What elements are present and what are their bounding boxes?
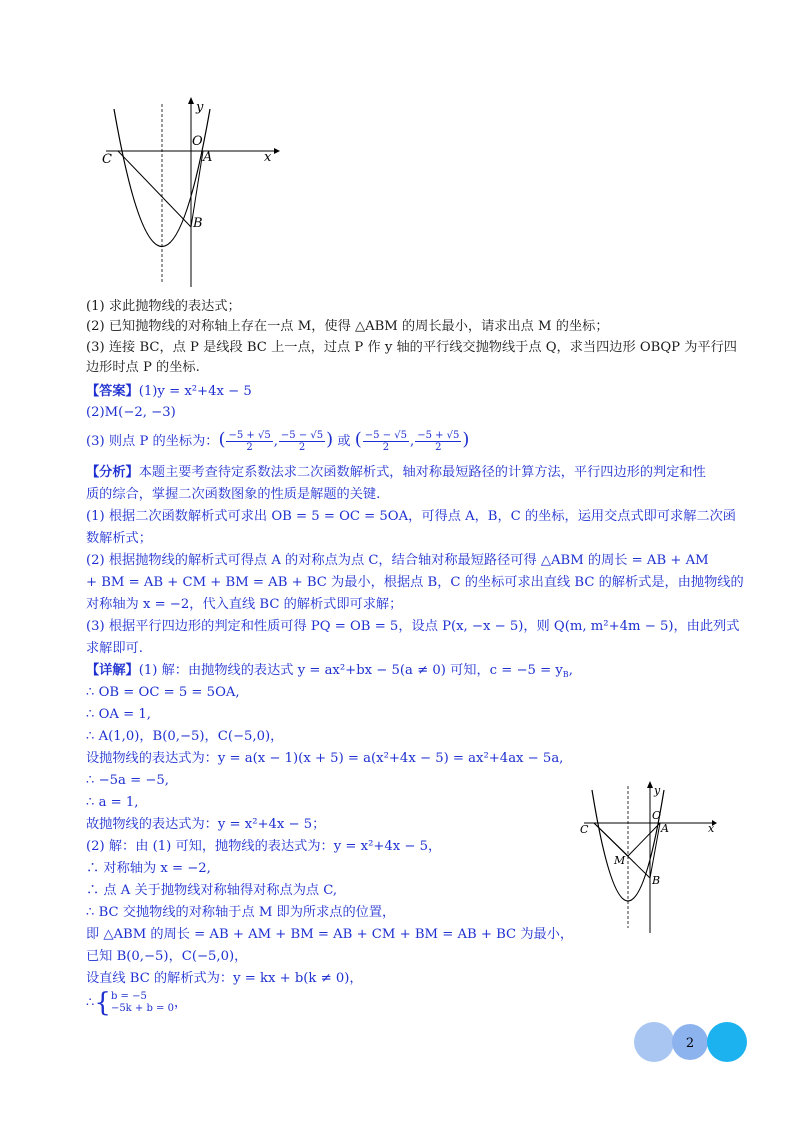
label-a-2: A [661,822,669,835]
answer-line-3: (3) 则点 P 的坐标为：( $\frac{-5 + √5}{2}$ , $\frac{-5 - √5}{2}$ ) 或 ( $\frac{-5 - √5}{2}$ , $\frac{-5 + √5}{2}$ ) [86,429,470,453]
y-axis-arrow-2 [647,781,653,788]
analysis-line-6: + BM = AB + CM + BM = AB + BC 为最小，根据点 B，C 的坐标可求出直线 BC 的解析式是，由抛物线的 [86,575,744,590]
detail-line-4: ∴ A(1,0)，B(0,−5)，C(−5,0)， [86,729,284,744]
parabola-figure-1 [96,94,286,294]
label-x-2: x [708,822,715,835]
question-3-line-2: 边形时点 P 的坐标. [86,360,200,375]
analysis-line-1 [86,464,706,481]
page-number-badge [634,1020,748,1064]
detail-line-8: 故抛物线的表达式为：y = x²+4x − 5； [86,817,326,832]
detail-line-2: ∴ OB = OC = 5 = 5OA, [86,685,240,700]
detail-system: ∴{ b = −5 −5k + b = 0 ， [86,988,188,1018]
question-1: (1) 求此抛物线的表达式； [86,299,241,314]
analysis-line-9: 求解即可. [86,641,143,656]
detail-line-11: ∴ 点 A 关于抛物线对称轴得对称点为点 C, [86,883,338,898]
analysis-line-3: (1) 根据二次函数解析式可求出 OB = 5 = OC = 5OA，可得点 A，B，C 的坐标，运用交点式即可求解二次函 [86,509,736,524]
detail-tag: 【详解】 [86,663,139,678]
detail-line-10: ∴ 对称轴为 x = −2, [86,861,211,876]
detail-line-1: 【详解】(1) 解：由抛物线的表达式 y = ax²+bx − 5(a ≠ 0) 可知，$c = -5 = y_B$, [86,663,573,679]
answer-3-or: 或 [337,434,351,449]
answer-line-2: (2)M(−2, −3) [86,405,176,420]
analysis-line-5: (2) 根据抛物线的解析式可得点 A 的对称点为点 C，结合轴对称最短路径可得 △ABM 的周长 = AB + AM [86,553,709,568]
detail-text-0: (1) 解：由抛物线的表达式 y = ax²+bx − 5(a ≠ 0) 可知，c = −5 = y [138,663,563,678]
answer-line-1 [86,383,252,400]
system-bottom: −5k + b = 0 [110,1003,174,1014]
detail-line-5: 设抛物线的表达式为：y = a(x − 1)(x + 5) = a(x²+4x − 5) = ax²+4ax − 5a, [86,751,564,766]
label-o-2: O [652,809,662,822]
label-b-2: B [652,874,661,887]
detail-line-12: ∴ BC 交抛物线的对称轴于点 M 即为所求点的位置， [86,905,396,920]
answer-tag: 【答案】 [86,384,139,399]
label-o: O [192,134,203,149]
y-axis-arrow [188,97,194,104]
analysis-text-0: 本题主要考查待定系数法求二次函数解析式，轴对称最短路径的计算方法，平行四边形的判定和性 [138,465,706,480]
system-suffix: ， [173,995,188,1011]
badge-circle-left [634,1022,674,1062]
question-2: (2) 已知抛物线的对称轴上存在一点 M，使得 △ABM 的周长最小，请求出点 M 的坐标； [86,319,609,334]
analysis-line-2: 质的综合，掌握二次函数图象的性质是解题的关键. [86,487,381,502]
system-prefix: ∴ [86,995,95,1011]
analysis-line-4: 数解析式； [86,531,152,546]
question-3-line-1: (3) 连接 BC，点 P 是线段 BC 上一点，过点 P 作 y 轴的平行线交抛物线于点 Q，求当四边形 OBQP 为平行四 [86,340,737,355]
detail-line-6: ∴ −5a = −5, [86,773,169,788]
answer-3-prefix: (3) 则点 P 的坐标为： [86,434,219,449]
segment-cm-2 [594,823,628,856]
analysis-tag: 【分析】 [86,465,139,480]
segment-cb [118,151,191,227]
label-c: C [102,152,112,167]
system-top: b = −5 [110,991,147,1002]
badge-circle-right [707,1022,747,1062]
answer-1: (1)y = x²+4x − 5 [138,384,252,399]
detail-line-15: 设直线 BC 的解析式为：y = kx + b(k ≠ 0)， [86,971,363,986]
analysis-line-8: (3) 根据平行四边形的判定和性质可得 PQ = OB = 5，设点 P(x, −x − 5)，则 Q(m, m²+4m − 5)，由此列式 [86,619,740,634]
label-b: B [193,216,203,231]
detail-line-9: (2) 解：由 (1) 可知，抛物线的表达式为：y = x²+4x − 5， [86,839,442,854]
label-y: y [196,100,204,115]
analysis-line-7: 对称轴为 x = −2，代入直线 BC 的解析式即可求解； [86,597,403,612]
detail-line-3: ∴ OA = 1, [86,707,151,722]
label-y-2: y [654,784,661,797]
label-x: x [264,150,272,165]
label-c-2: C [580,823,589,836]
label-m-2: M [614,854,626,867]
subscript-b: B [562,670,569,679]
x-axis-arrow [274,148,280,154]
detail-line-13: 即 △ABM 的周长 = AB + AM + BM = AB + CM + BM = AB + BC 为最小， [86,927,574,942]
parabola-figure-2 [574,778,724,938]
page-number: 2 [685,1036,695,1051]
detail-line-7: ∴ a = 1, [86,795,139,810]
detail-line-14: 已知 B(0,−5)，C(−5,0)， [86,949,248,964]
label-a: A [203,150,213,165]
